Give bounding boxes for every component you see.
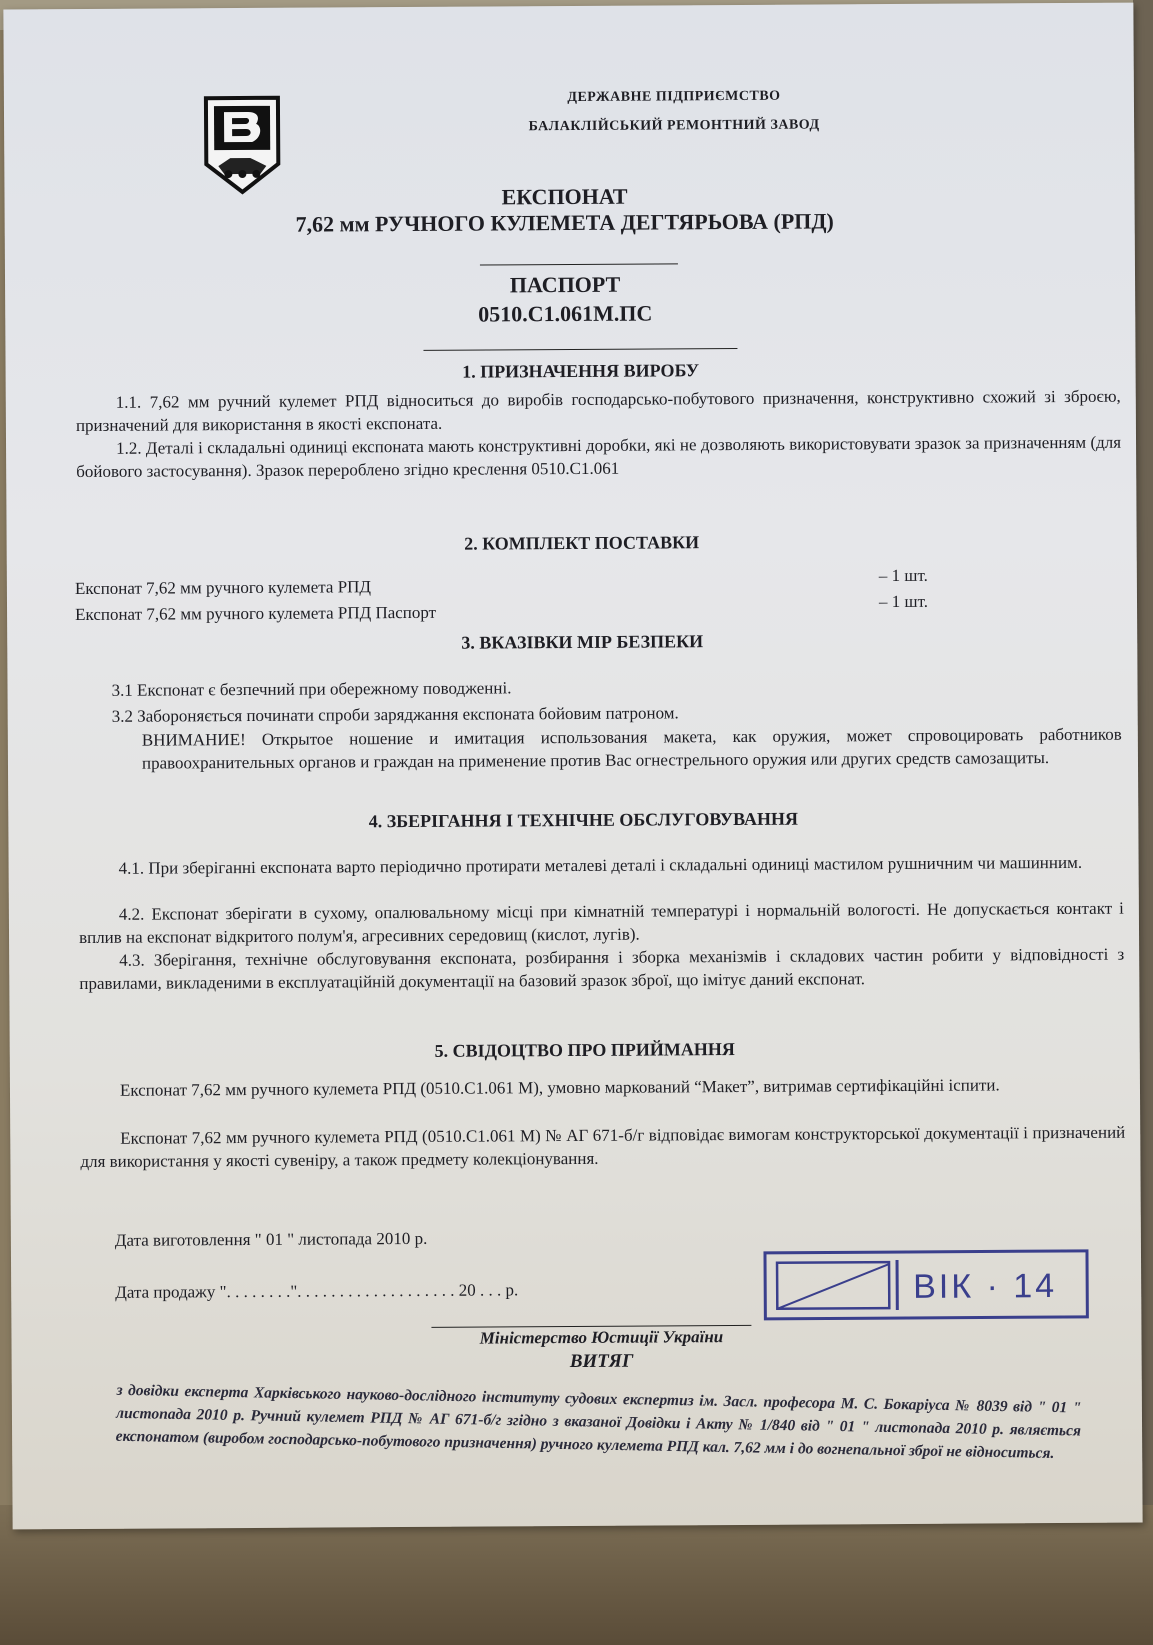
inspection-stamp xyxy=(763,1247,1091,1323)
paragraph-text: 1.2. Деталі і складальні одиниці експоната мають конструктивні доробки, які не дозволяють використовувати зразок за призначенням (для бойового застосування). Зразок перероблено згідно креслення 0510.С1.061 xyxy=(76,432,1122,482)
paragraph-text: 1.1. 7,62 мм ручний кулемет РПД відноситься до виробів господарсько-побутового призначення, конструктивно схожий зі зброєю, призначений для використання в якості експоната. xyxy=(75,386,1121,436)
stamp-label: ВІК · 14 xyxy=(913,1267,1058,1306)
paragraph-text: 4.3. Зберігання, технічне обслуговування експоната, розбирання і зборка механізмів і складових частин робити у відповідності з правилами, викладеними в експлуатаційній документації на базовий зразок зброї, що імітує даний експонат. xyxy=(79,944,1125,994)
paragraph-4-1 xyxy=(79,851,1124,880)
paragraph-5-2 xyxy=(80,1121,1125,1173)
section-heading-acceptance: 5. СВІДОЦТВО ПРО ПРИЙМАННЯ xyxy=(434,1039,735,1061)
factory-emblem-icon xyxy=(200,94,285,197)
document-title: ЕКСПОНАТ xyxy=(501,183,628,210)
header-divider xyxy=(423,348,737,351)
sale-date: Дата продажу ". . . . . . . .". . . . . . . . . . . . . . . . . . . 20 . . . р. xyxy=(115,1280,519,1302)
paragraph-3-1: 3.1 Експонат є безпечний при обережному поводженні. xyxy=(111,678,512,700)
section-heading-delivery: 2. КОМПЛЕКТ ПОСТАВКИ xyxy=(464,532,700,554)
manufacture-date: Дата виготовлення " 01 " листопада 2010 р. xyxy=(114,1228,428,1250)
kit-item-name: Експонат 7,62 мм ручного кулемета РПД Паспорт xyxy=(75,602,437,625)
kit-item-quantity: – 1 шт. xyxy=(878,591,929,612)
paragraph-4-3 xyxy=(79,943,1124,995)
paragraph-1-2 xyxy=(76,431,1121,483)
organization-name: БАЛАКЛІЙСЬКИЙ РЕМОНТНИЙ ЗАВОД xyxy=(528,117,820,135)
passport-document xyxy=(3,3,1142,1530)
ministry-name: Міністерство Юстиції України xyxy=(479,1327,724,1348)
kit-item-quantity: – 1 шт. xyxy=(878,565,928,586)
paragraph-text: Експонат 7,62 мм ручного кулемета РПД (0510.С1.061 М) № АГ 671-б/г відповідає вимогам конструкторської документації і призначений для використання у якості сувеніру, а також предмету колекціонування. xyxy=(80,1122,1126,1172)
paragraph-text: Експонат 7,62 мм ручного кулемета РПД (0510.С1.061 М), умовно маркований “Макет”, витримав сертифікаційні іспити. xyxy=(119,1075,1000,1100)
section-heading-storage: 4. ЗБЕРІГАННЯ І ТЕХНІЧНЕ ОБСЛУГОВУВАННЯ xyxy=(368,808,798,832)
document-subtitle: 7,62 мм РУЧНОГО КУЛЕМЕТА ДЕГТЯРЬОВА (РПД) xyxy=(295,208,834,237)
passport-number: 0510.С1.061М.ПС xyxy=(478,300,653,327)
title-divider xyxy=(480,263,678,265)
section-heading-purpose: 1. ПРИЗНАЧЕННЯ ВИРОБУ xyxy=(462,360,700,382)
paragraph-3-2: 3.2 Забороняється починати спроби заряджання експоната бойовим патроном. xyxy=(111,703,679,726)
extract-title: ВИТЯГ xyxy=(569,1350,634,1373)
paragraph-4-2 xyxy=(79,897,1124,949)
organization-type: ДЕРЖАВНЕ ПІДПРИЄМСТВО xyxy=(567,88,781,106)
kit-item-name: Експонат 7,62 мм ручного кулемета РПД xyxy=(74,577,372,599)
paragraph-text: 4.1. При зберіганні експоната варто періодично протирати металеві деталі і складальні одиниці мастилом рушничним чи машинним. xyxy=(118,852,1083,878)
expert-extract-text: з довідки експерта Харківського науково-дослідного інституту судових експертиз ім. Засл. професора М. С. Бокаріуса № 8039 від " 01 " листопада 2010 р. Ручний кулемет РПД № АГ 671-б/г згідно з вказаної Довідки і Акту № 1/840 від " 01 " листопада 2010 р. являється експонатом (виробом господарсько-побутового призначення) ручного кулемета РПД кал. 7,62 мм і до вогнепальної зброї не відноситься. xyxy=(115,1381,1082,1462)
paragraph-text: 4.2. Експонат зберігати в сухому, опалювальному місці при кімнатній температурі і нормальній вологості. Не допускається контакт і вплив на експонат відкритого полум'я, агресивних середовищ (кислот, лугів). xyxy=(78,898,1124,948)
paragraph-1-1 xyxy=(76,385,1121,437)
section-heading-safety: 3. ВКАЗІВКИ МІР БЕЗПЕКИ xyxy=(461,631,704,653)
paragraph-5-1 xyxy=(80,1073,1125,1102)
warning-paragraph: ВНИМАНИЕ! Открытое ношение и имитация использования макета, как оружия, может спровоцировать работников правоохранительных органов и граждан на применение против Вас огнестрельного оружия или других средств самозащиты. xyxy=(141,724,1122,773)
passport-label: ПАСПОРТ xyxy=(509,271,621,298)
